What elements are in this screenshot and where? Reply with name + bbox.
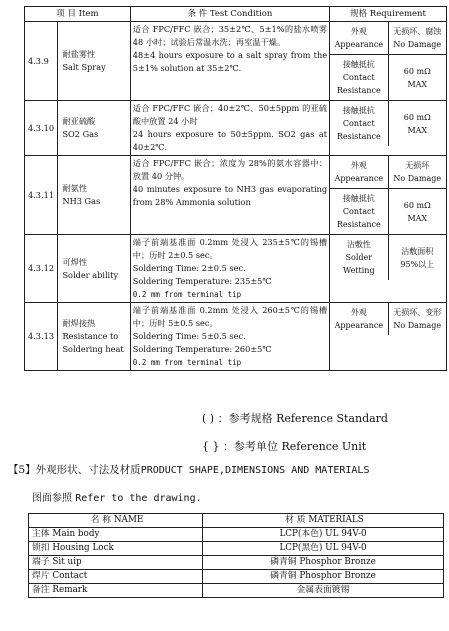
requirement-label-line: Appearance <box>334 321 384 330</box>
item-name-line: 耐盐雾性 <box>62 49 96 59</box>
drawing-reference-en: Refer to the drawing. <box>75 493 202 504</box>
item-name-line: Salt Spray <box>62 62 106 72</box>
spec-table-body <box>25 22 447 371</box>
condition-mono-line: 0.2 mm from terminal tip <box>132 358 242 367</box>
item-name <box>58 303 130 371</box>
requirement-value <box>389 101 446 146</box>
material-spec: 磷青铜 Phosphor Bronze <box>203 556 444 570</box>
test-condition <box>130 156 329 235</box>
requirement-label-line: Resistance <box>336 220 381 229</box>
item-name-line: Solder ability <box>62 269 119 280</box>
table-row <box>25 101 447 156</box>
condition-line: Soldering Temperature: 260±5℃ <box>132 344 272 354</box>
test-condition <box>130 235 329 303</box>
requirement-label-line: Resistance <box>336 132 381 141</box>
materials-table-body <box>29 514 444 598</box>
material-part-name: 焊片 Contact <box>29 570 203 584</box>
requirement-label-line: Resistance <box>336 86 381 95</box>
section-5-title-en: PRODUCT SHAPE,DIMENSIONS AND MATERIALS <box>140 465 370 476</box>
section-5-heading <box>8 462 369 477</box>
item-number: 4.3.10 <box>25 101 58 156</box>
requirement-label <box>330 101 388 146</box>
test-condition <box>130 303 329 371</box>
condition-line: 端子前端基准面 0.2mm 处浸入 260±5℃的锡槽中；历时 5±0.5 sec。 <box>132 305 328 328</box>
materials-header-row <box>29 514 444 528</box>
requirement-cell <box>330 156 447 235</box>
requirement-cell <box>330 101 447 156</box>
requirement-label-line: 接触抵抗 <box>342 194 375 203</box>
requirement-entry <box>330 303 446 335</box>
requirement-label-line: 外观 <box>350 308 367 317</box>
requirement-label-line: Appearance <box>334 40 384 49</box>
item-name-line: 耐亚硫酸 <box>62 116 96 126</box>
requirement-cell <box>330 235 447 303</box>
test-condition <box>130 22 329 101</box>
requirement-label-line: 接触抵抗 <box>342 60 375 69</box>
requirement-value-line: No Damage <box>393 174 442 183</box>
test-spec-table <box>24 6 447 371</box>
item-name <box>58 235 130 303</box>
material-row <box>29 556 444 570</box>
material-spec: 金属表面镀锡 <box>203 584 444 598</box>
test-condition <box>130 101 329 156</box>
requirement-value-line: MAX <box>407 125 428 135</box>
section-5-prefix: 【5】外观形状、寸法及材质 <box>8 464 141 476</box>
requirement-value-line: 60 mΩ <box>403 112 431 122</box>
requirement-label-line: 接触抵抗 <box>342 106 375 115</box>
material-part-name: 锁扣 Housing Lock <box>29 542 203 556</box>
requirement-label-line: Appearance <box>334 174 384 183</box>
requirement-label <box>330 303 388 335</box>
materials-table <box>28 513 444 598</box>
condition-line: 48±4 hours exposure to a salt spray from the 5±1% solution at 35±2℃. <box>132 50 328 73</box>
material-part-name: 主体 Main body <box>29 528 203 542</box>
requirement-value <box>389 189 446 234</box>
header-item: 项 目 Item <box>25 7 131 22</box>
item-number: 4.3.12 <box>25 235 58 303</box>
item-number: 4.3.13 <box>25 303 58 371</box>
item-name-line: 可焊性 <box>62 256 88 267</box>
item-name-line: SO2 Gas <box>62 129 99 139</box>
drawing-reference-cn: 图面参照 <box>32 493 72 504</box>
requirement-label-line: 沾敷性 <box>346 240 371 249</box>
requirement-entry <box>330 235 446 280</box>
spec-header-row <box>25 7 447 22</box>
condition-line: Soldering Time: 5±0.5 sec. <box>132 331 246 341</box>
requirement-label <box>330 55 388 100</box>
condition-line: 适合 FPC/FFC 嵌合；35±2℃、5±1%的盐水喷雾 48 小时；试验后常温水洗；再室温干燥。 <box>132 24 328 47</box>
requirement-label-line: Contact <box>342 73 375 82</box>
requirement-value-line: 无损坏 <box>405 161 430 170</box>
item-name-line: Resistance to <box>62 331 119 341</box>
requirement-label-line: Contact <box>342 119 375 128</box>
requirement-value-line: 60 mΩ <box>403 66 431 76</box>
requirement-label <box>330 156 388 188</box>
requirement-label <box>330 235 388 280</box>
material-spec: 磷青铜 Phosphor Bronze <box>203 570 444 584</box>
header-condition: 条 件 Test Condition <box>130 7 329 22</box>
requirement-value-line: 沾敷面积 <box>401 246 434 256</box>
table-row <box>25 22 447 101</box>
item-number: 4.3.11 <box>25 156 58 235</box>
condition-line: 适合 FPC/FFC 嵌合；浓度为 28%的氨水容器中：放置 40 分钟。 <box>132 158 328 181</box>
requirement-label-line: Wetting <box>343 266 375 275</box>
requirement-entry <box>330 55 446 100</box>
condition-line: 40 minutes exposure to NH3 gas evaporating from 28% Ammonia solution <box>132 184 328 207</box>
requirement-value-line: 无损坏、变形 <box>393 308 442 317</box>
condition-mono-line: 0.2 mm from terminal tip <box>132 290 242 299</box>
material-row <box>29 542 444 556</box>
item-name-line: 耐氨性 <box>62 183 88 193</box>
header-requirement: 规格 Requirement <box>330 7 447 22</box>
requirement-label-line: Contact <box>342 207 375 216</box>
requirement-value-line: MAX <box>407 213 428 223</box>
condition-line: Soldering Time: 2±0.5 sec. <box>132 263 246 273</box>
item-name <box>58 22 130 101</box>
reference-unit-note: { } ：参考单位 Reference Unit <box>202 440 367 453</box>
requirement-cell <box>330 303 447 371</box>
requirement-label-line: 外观 <box>350 27 367 36</box>
item-name <box>58 101 130 156</box>
material-spec: LCP(本色) UL 94V-0 <box>203 528 444 542</box>
condition-line: 适合 FPC/FFC 嵌合；40±2℃、50±5ppm 的亚硫酸中放置 24 小时 <box>132 103 328 126</box>
table-row <box>25 156 447 235</box>
requirement-value-line: No Damage <box>393 321 442 330</box>
item-name-line: 耐焊接热 <box>62 318 96 328</box>
requirement-value-line: 60 mΩ <box>403 200 431 210</box>
materials-header-materials: 材 质 MATERIALS <box>203 514 444 528</box>
requirement-value-line: MAX <box>407 79 428 89</box>
table-row <box>25 303 447 371</box>
requirement-label <box>330 22 388 54</box>
requirement-label-line: Solder <box>345 253 373 262</box>
requirement-entry <box>330 22 446 55</box>
condition-line: Soldering Temperature: 235±5℃ <box>132 276 272 286</box>
requirement-cell <box>330 22 447 101</box>
item-number: 4.3.9 <box>25 22 58 101</box>
condition-line: 24 hours exposure to 50±5ppm. SO2 gas at 40±2℃. <box>132 129 328 152</box>
table-row <box>25 235 447 303</box>
requirement-value <box>389 55 446 100</box>
requirement-value <box>389 22 446 54</box>
item-name-line: NH3 Gas <box>62 196 101 206</box>
condition-line: 端子前端基准面 0.2mm 处浸入 235±5℃的锡槽中；历时 2±0.5 sec。 <box>132 237 328 260</box>
requirement-value-line: 无损坏、腐蚀 <box>393 27 442 36</box>
requirement-label <box>330 189 388 234</box>
material-part-name: 端子 Sit uip <box>29 556 203 570</box>
material-spec: LCP(黑色) UL 94V-0 <box>203 542 444 556</box>
requirement-entry <box>330 156 446 189</box>
item-name <box>58 156 130 235</box>
requirement-value <box>389 156 446 188</box>
material-row <box>29 584 444 598</box>
requirement-value-line: 95%以上 <box>400 259 435 269</box>
reference-standard-note: ( ) ：参考规格 Reference Standard <box>202 412 388 425</box>
requirement-value <box>389 235 446 280</box>
requirement-value-line: No Damage <box>393 40 442 49</box>
requirement-value <box>389 303 446 335</box>
materials-header-name: 名 称 NAME <box>29 514 203 528</box>
material-row <box>29 528 444 542</box>
requirement-entry <box>330 101 446 146</box>
material-row <box>29 570 444 584</box>
item-name-line: Soldering heat <box>62 344 124 354</box>
material-part-name: 备注 Remark <box>29 584 203 598</box>
requirement-label-line: 外观 <box>350 161 367 170</box>
requirement-entry <box>330 189 446 234</box>
drawing-reference <box>32 489 202 504</box>
